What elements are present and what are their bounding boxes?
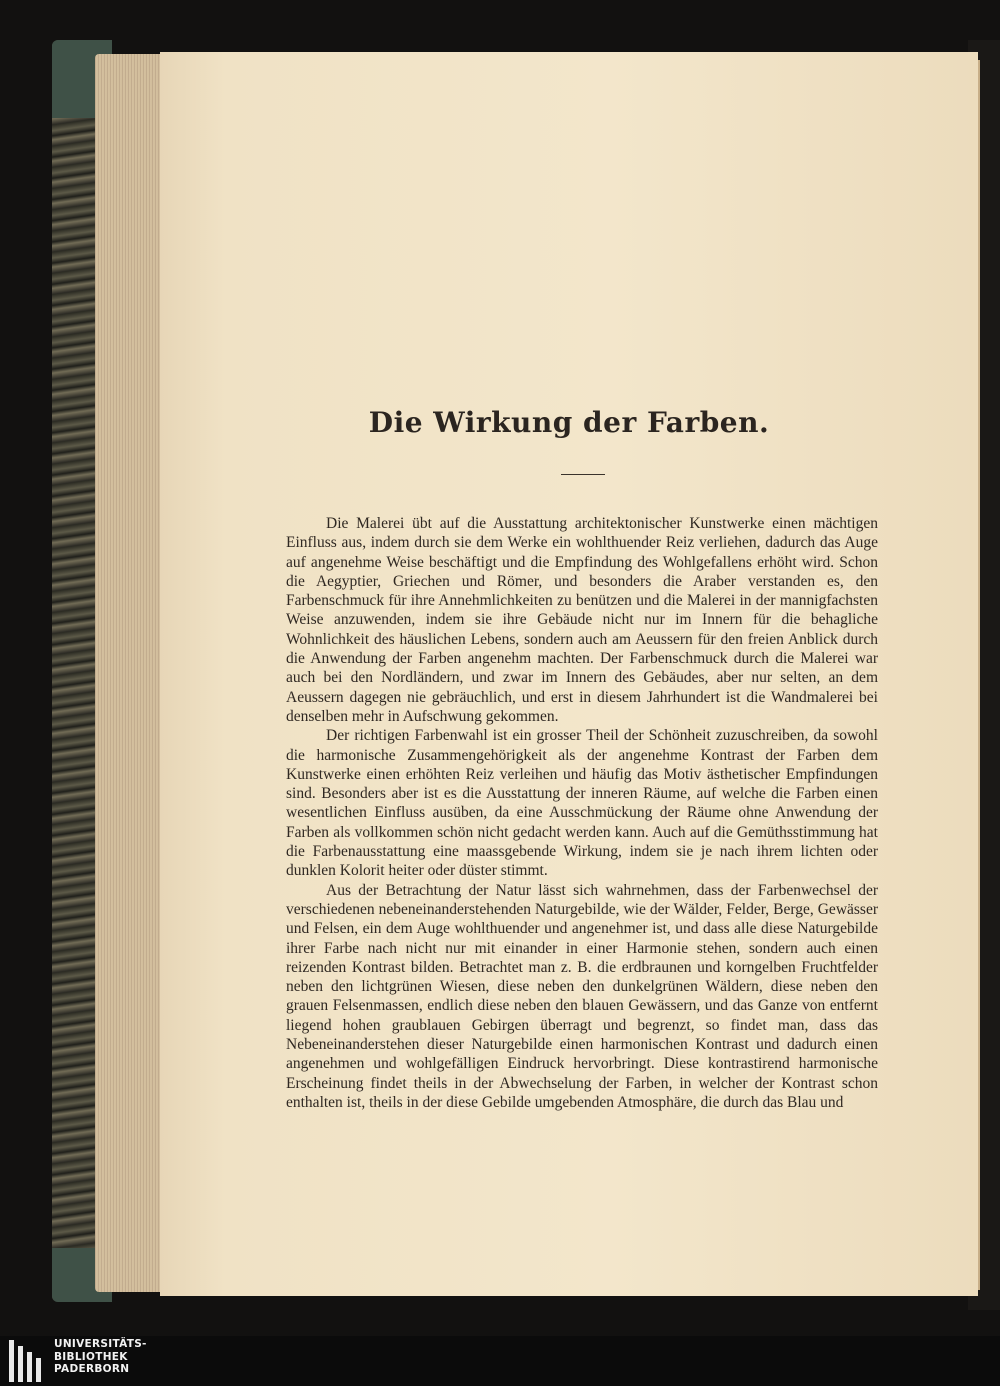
body-text — [286, 514, 878, 1112]
library-logo-icon — [7, 1338, 47, 1384]
paragraph: Aus der Betrachtung der Natur lässt sich wahrnehmen, dass der Farbenwechsel der verschiedenen nebeneinanderstehenden Naturgebilde, wie der Wälder, Felder, Berge, Gewässer und Felsen, ein dem Auge wohlthuender und angenehmer ist, und dass alle diese Naturgebilde ihrer Farbe nach nicht nur mit einander in einer Harmonie stehen, sondern auch einen reizenden Kontrast bilden. Betrachtet man z. B. die erdbraunen und korngelben Fruchtfelder neben den lichtgrünen Wiesen, diese neben den dunkelgrünen Wäldern, diese neben den grauen Felsenmassen, endlich diese neben den blauen Gewässern, und das Ganze von entfernt liegend hohen graublauen Gebirgen überragt und begrenzt, so findet man, dass das Nebeneinanderstehen dieser Naturgebilde einen harmonischen Kontrast und dadurch einen angenehmen und wohlgefälligen Eindruck hervorbringt. Diese kontrastirend harmonische Erscheinung findet theils in der Abwechselung der Farben, in welcher der Kontrast schon enthalten ist, theils in der diese Gebilde umgebenden Atmosphäre, die durch das Blau und — [286, 881, 878, 1111]
paragraph: Die Malerei übt auf die Ausstattung architektonischer Kunstwerke einen mächtigen Einfluss aus, indem durch sie dem Werke ein wohlthuender Reiz verliehen, dadurch das Auge auf angenehme Weise beschäftigt und die Empfindung des Wohlgefallens erhöht wird. Schon die Aegyptier, Griechen und Römer, und besonders die Araber verstanden es, den Farbenschmuck für ihre Annehmlichkeiten zu benützen und die Malerei in der mannigfachsten Weise anzuwenden, indem sie ihre Gebäude nicht nur im Innern für die behagliche Wohnlichkeit des häuslichen Lebens, sondern auch am Aeussern für den freien Anblick durch die Anwendung der Farben angenehm machten. Der Farbenschmuck durch die Malerei war auch bei den Nordländern, und zwar im Innern des Gebäudes, aber nur selten, an dem Aeussern dagegen nie gebräuchlich, und erst in diesem Jahrhundert ist die Wandmalerei bei denselben mehr in Aufschwung gekommen. — [286, 515, 878, 725]
page-edges — [95, 54, 165, 1292]
library-name-line: UNIVERSITÄTS- — [54, 1338, 147, 1350]
paragraph: Der richtigen Farbenwahl ist ein grosser Theil der Schönheit zuzuschreiben, da sowohl die harmonische Zusammengehörigkeit als der angenehme Kontrast der Farben dem Kunstwerke einen erhöhten Reiz verleihen und häufig das Motiv ästhetischer Empfindungen sind. Besonders aber ist es die Ausstattung der inneren Räume, auf welche die Farben einen wesentlichen Einfluss ausüben, da eine Ausschmückung der Räume ohne Anwendung der Farben als vollkommen schön nicht gedacht werden kann. Auch auf die Gemüthsstimmung hat die Farbenausstattung eine maassgebende Wirkung, indem sie je nach ihrem lichten oder dunklen Kolorit heiter oder düster stimmt. — [286, 727, 878, 880]
library-name — [54, 1338, 174, 1376]
page-title: Die Wirkung der Farben. — [368, 406, 770, 439]
title-rule — [561, 474, 605, 475]
library-name-line: BIBLIOTHEK — [54, 1350, 128, 1363]
library-name-line: PADERBORN — [54, 1363, 130, 1375]
